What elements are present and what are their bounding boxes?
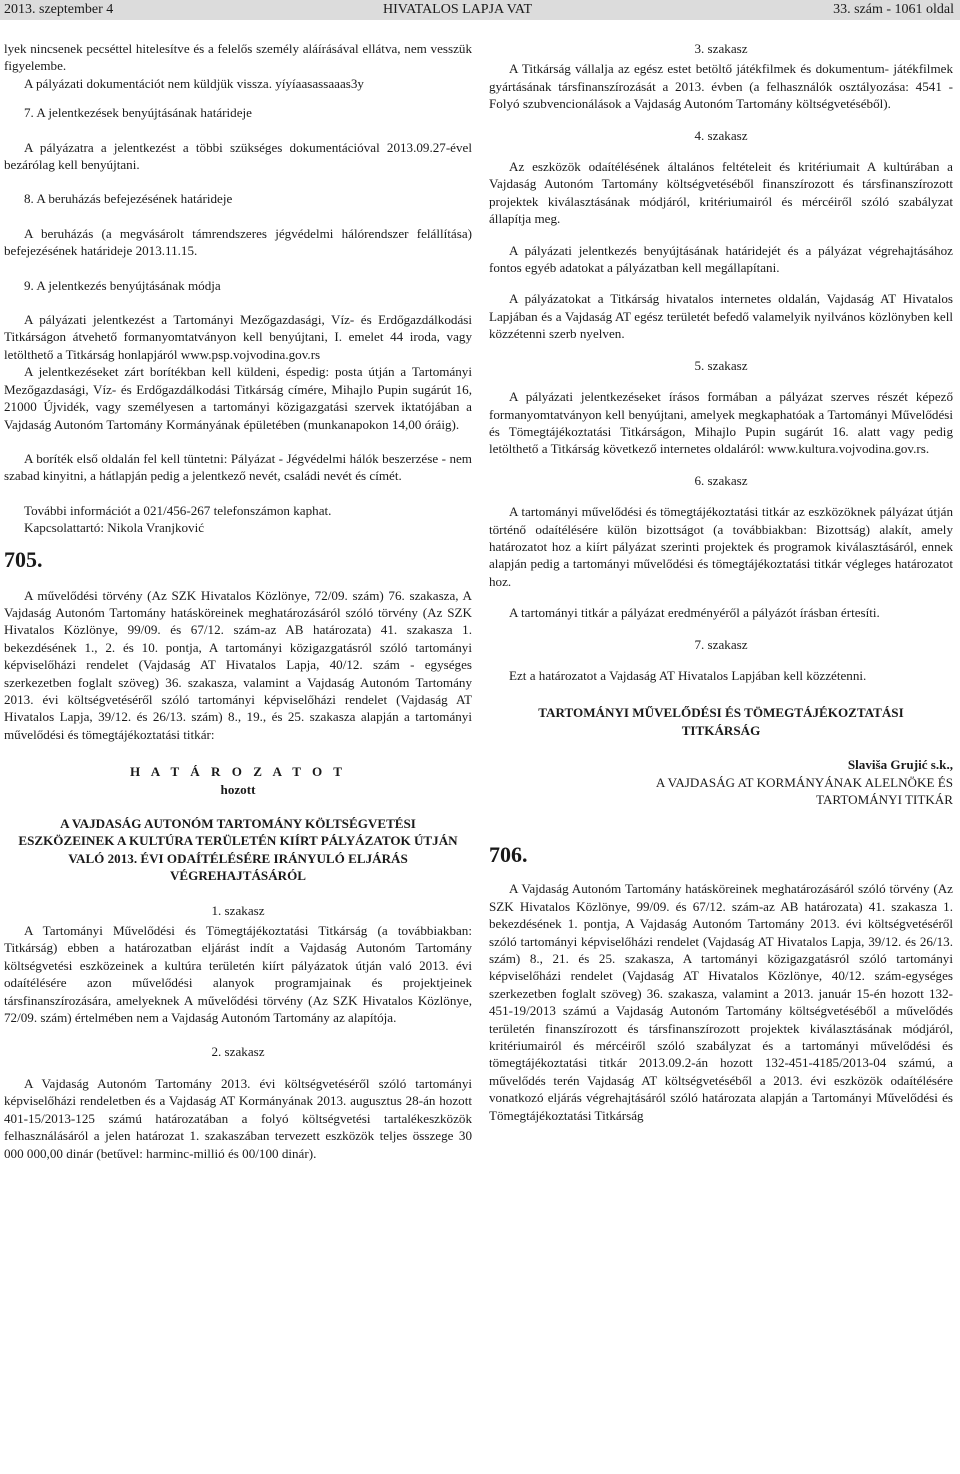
paragraph: A tartományi titkár a pályázat eredményéről a pályázót írásban értesíti. <box>509 605 880 621</box>
paragraph: A pályázati dokumentációt nem küldjük vissza. yíyíaasassaaas3y <box>24 75 364 91</box>
paragraph: A jelentkezéseket zárt borítékban kell küldeni, éspedig: posta útján a Tartományi Mezőgazdasági, Víz- és Erdőgazdálkodási Titkárság címére, Mihajlo Pupin sugárút 16, 21000 Újvidék, vagy személyesen a tartományi közigazgatási szervek iktatójában a Vajdaság Autonóm Tartomány Kormányának épületében (munkanapokon 14,00 óráig). <box>4 364 472 432</box>
page-header <box>0 0 960 20</box>
paragraph: A beruházás (a megvásárolt támrendszeres jégvédelmi hálórendszer felállítása) befejezésének határideje 2013.11.15. <box>4 225 472 259</box>
paragraph: Az eszközök odaítélésének általános feltételeit és kritériumait A kultúrában a Vajdaság Autonóm Tartomány költségvetéséből finanszírozott és társfinanszírozott projektek kiválasztásának módjáról, kritériumairól és mércéiről szóló szabályzat állapítja meg. <box>489 159 953 227</box>
paragraph: A pályázati jelentkezés benyújtásának határidejét és a pályázat végrehajtásához fontos egyéb adatokat a pályázatban kell megállapítani. <box>489 242 953 276</box>
act-number: 705. <box>4 546 43 572</box>
decision-title: A VAJDASÁG AUTONÓM TARTOMÁNY KÖLTSÉGVETÉSI ESZKÖZEINEK A KULTÚRA TERÜLETÉN KIÍRT PÁLYÁZATOK ÚTJÁN VALÓ 2013. ÉVI ODAÍTÉLÉSÉRE IRÁNYULÓ ELJÁRÁS VÉGREHAJTÁSÁRÓL <box>18 816 458 884</box>
section-heading: 7. A jelentkezések benyújtásának határideje <box>24 105 252 121</box>
section-heading: 7. szakasz <box>694 636 748 652</box>
paragraph: A tartományi művelődési és tömegtájékoztatási titkár az eszközöknek pályázat útján történő odaítélésére külön bizottságot (a továbbiakban: Bizottság) alakít, amely határozatot hoz a kiírt pályázat szerinti projektek és programok kiválasztásáról, ennek alapján pedig a tartományi művelődési és tömegtájékoztatási titkár végleges határozatot hoz. <box>489 504 953 589</box>
paragraph: A Vajdaság Autonóm Tartomány 2013. évi költségvetéséről szóló tartományi képviselőházi rendeletben és a Vajdaság AT Kormányának 2013. augusztus 28-án hozott 401-15/2013-125 számú határozatában a folyó költségvetési tartalékeszközök felhasználásáról a jelen határozat 1. szakaszában tervezett eszközök teljes összege 30 000 000,00 dinár (betűvel: harminc-millió és 00/100 dinár). <box>4 1075 472 1161</box>
right-column <box>489 40 953 1124</box>
paragraph: A boríték első oldalán fel kell tüntetni: Pályázat - Jégvédelmi hálók beszerzése - nem szabad kinyitni, a hátlapján pedig a jelentkező nevét, családi nevét és címét. <box>4 450 472 484</box>
paragraph: A pályázati jelentkezéseket írásos formában a pályázat szerves részét képező formanyomtatványon kell benyújtani, amelyek megkaphatóak a Tartományi Művelődési és Tömegtájékoztatási Titkárságon, Mihajlo Pupin sugárút 16. alatt vagy pedig letölthető a Titkárság következő internetes oldaláról: www.kultura.vojvodina.gov.rs. <box>489 389 953 457</box>
paragraph: A Tartományi Művelődési és Tömegtájékoztatási Titkárság (a továbbiakban: Titkárság) ebben a határozatban eljárást indít a Vajdaság Autonóm Tartomány költségvetési eszközeinek a kultúra területén kiírt pályázatok útján való 2013. évi odaítélésére azon művelődési alanyok programjainak és projektjeinek társfinanszírozására, amelyeknek A művelődési törvény (Az SZK Hivatalos Közlönye, 72/09. szám) értelmében nem a Vajdaság Autonóm Tartomány az alapítója. <box>4 923 472 1026</box>
decision-heading: H A T Á R O Z A T O T <box>130 764 346 780</box>
section-heading: 1. szakasz <box>211 902 265 918</box>
section-heading: 3. szakasz <box>694 41 748 56</box>
header-issue: 33. szám - 1061 oldal <box>833 2 954 17</box>
header-date: 2013. szeptember 4 <box>4 2 114 17</box>
preamble: A művelődési törvény (Az SZK Hivatalos Közlönye, 72/09. szám) 76. szakasza, A Vajdaság Autonóm Tartomány hatásköreinek meghatározásáról szóló törvény (Az SZK Hivatalos Közlönye, 99/09. és 67/12. szám-az AB határozata) 41. szakasza 1. bekezdésének 1., 2. és 10. pontja, A tartományi közigazgatásról szóló tartományi képviselőházi rendelet (Vajdaság AT Hivatalos Lapja, 40/12. szám - egységes szerkezetben foglalt szöveg) 36. szakasza, valamint a Vajdaság Autonóm Tartomány 2013. évi költségvetéséről szóló tartományi képviselőházi rendelet (Vajdaság AT Hivatalos Lapja, 39/12. és 26/13. szám) 8., 19., és 25. szakasza alapján a tartományi művelődési és tömegtájékoztatási titkár: <box>4 587 472 742</box>
left-column <box>4 40 472 1162</box>
contact-text: Kapcsolattartó: Nikola Vranjković <box>24 520 205 536</box>
act-number: 706. <box>489 842 528 868</box>
paragraph: lyek nincsenek pecséttel hitelesítve és a felelős személy aláírásával ellátva, nem vesszük figyelembe. <box>4 41 472 74</box>
paragraph: A pályázatra a jelentkezést a többi szükséges dokumentációval 2013.09.27-ével bezárólag kell benyújtani. <box>4 139 472 173</box>
paragraph: A pályázatokat a Titkárság hivatalos internetes oldalán, Vajdaság AT Hivatalos Lapjában és a Vajdaság AT egész területét befedő valamelyik nyilvános közlönyben kell közzétenni szerb nyelven. <box>489 291 953 342</box>
issuing-authority: TARTOMÁNYI MŰVELŐDÉSI ÉS TÖMEGTÁJÉKOZTATÁSI TITKÁRSÁG <box>538 705 904 738</box>
section-heading: 2. szakasz <box>211 1044 265 1060</box>
paragraph: Ezt a határozatot a Vajdaság AT Hivatalos Lapjában kell közzétenni. <box>509 667 867 683</box>
preamble: A Vajdaság Autonóm Tartomány hatásköreinek meghatározásáról szóló törvény (Az SZK Hivatalos Közlönye, 99/09. és 67/12. szám-az AB határozata) 41. szakasza 1. bekezdésének 1. pontja, A Vajdaság Autonóm Tartomány 2013. évi költségvetéséről szóló tartományi képviselőházi rendelet (Vajdaság AT Hivatalos Lapja, 39/12. és 26/13. szám) 8., 21. és 25. szakasza, A tartományi közigazgatásról szóló tartományi képviselőházi rendelet (Vajdaság AT Hivatalos Közlönye, 40/12. szám-egységes szerkezetben foglalt szöveg) 36. szakasza, valamint a 2013. január 15-én hozott 132-451-19/2013 számú a Vajdaság Autonóm Tartomány költségvetéséből a művelődés területén finanszírozott és társfinanszírozott projektek kiválasztásának módjáról, kritériumairól és mércéiről szóló szabályzat és a tartományi művelődési és tömegtájékoztatási titkár 2013.09.2-án hozott 132-451-4185/2013-04 számú, a művelődés terén Vajdaság AT költségvetéséből a 2013. évi eszközök odaítélésére vonatkozó eljárás végrehajtásáról szóló határozata alapján a Tartományi Művelődési és Tömegtájékoztatási Titkárság <box>489 881 953 1123</box>
header-publication: HIVATALOS LAPJA VAT <box>383 2 533 17</box>
info-text: További információt a 021/456-267 telefonszámon kaphat. <box>24 502 332 518</box>
section-heading: 6. szakasz <box>694 472 748 488</box>
section-heading: 9. A jelentkezés benyújtásának módja <box>24 277 221 293</box>
signer-role: TARTOMÁNYI TITKÁR <box>816 792 953 807</box>
section-heading: 8. A beruházás befejezésének határideje <box>24 191 233 207</box>
signer-name: Slaviša Grujić s.k., <box>847 757 953 773</box>
paragraph: A Titkárság vállalja az egész estet betöltő játékfilmek és dokumentum- játékfilmek gyártásának társfinanszírozását a 2013. évben (a felhasználók osztályozása: 4541 - Folyó szubvencionálások a Vajdaság Autonóm Tartomány költségvetéséből). <box>489 61 953 112</box>
decision-subheading: hozott <box>220 781 256 797</box>
paragraph: A pályázati jelentkezést a Tartományi Mezőgazdasági, Víz- és Erdőgazdálkodási Titkárságon átvehető formanyomtatványon kell benyújtani, I. emelet 44 iroda, vagy letölthető a Titkárság honlapjáról www.psp.vojvodina.gov.rs <box>4 312 472 362</box>
section-heading: 4. szakasz <box>694 127 748 143</box>
section-heading: 5. szakasz <box>694 357 748 373</box>
signer-role: A VAJDASÁG AT KORMÁNYÁNAK ALELNÖKE ÉS <box>655 774 953 790</box>
